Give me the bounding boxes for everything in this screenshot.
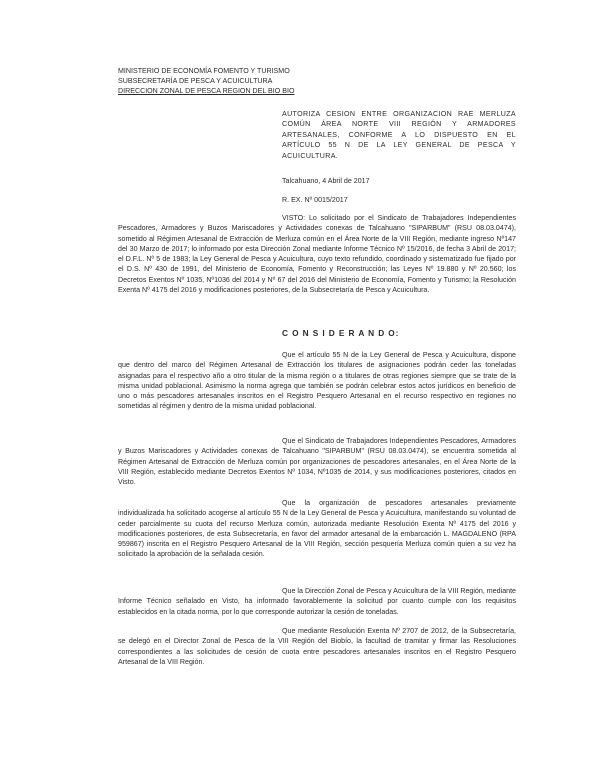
visto-paragraph — [118, 213, 516, 295]
visto-text: VISTO: Lo solicitado por el Sindicato de Trabajadores Independientes Pescadores, Armadores y Buzos Mariscadores y Actividades conexas de Talcahuano "SIPARBUM" (RSU 08.03.0474), sometido al Régimen Artesanal de Extracción de Merluza común en el Área Norte de la VIII Región, mediante ingreso Nº147 del 30 Marzo de 2017; lo informado por esta Dirección Zonal mediante Informe Técnico Nº 15/2016, de fecha 3 Abril de 2017; el D.F.L. Nº 5 de 1983; la Ley General de Pesca y Acuicultura, cuyo texto refundido, coordinado y sistematizado fue fijado por el D.S. Nº 430 de 1991, del Ministerio de Economía, Fomento y Reconstrucción; las Leyes Nº 19.880 y Nº 20.560; los Decretos Exentos Nº 1035, Nº1036 del 2014 y Nº 67 del 2016 del Ministerio de Economía, Fomento y Turismo; la Resolución Exenta Nº 4175 del 2016 y modificaciones posteriores, de la Subsecretaría de Pesca y Acuicultura. — [118, 214, 516, 295]
place-date: Talcahuano, 4 Abril de 2017 — [282, 177, 370, 185]
considerando-paragraph-4 — [118, 586, 516, 617]
paragraph-4-text: Que la Dirección Zonal de Pesca y Acuicultura de la VIII Región, mediante Informe Técnico señalado en Visto, ha informado favorablemente la solicitud por cuanto cumple con los requisitos establecidos en la citada norma, por lo que corresponde autorizar la cesión de toneladas. — [118, 587, 516, 616]
paragraph-1-text: Que el artículo 55 N de la Ley General de Pesca y Acuicultura, dispone que dentro del marco del Régimen Artesanal de Extracción los titulares de asignaciones podrán ceder las toneladas asignadas para el respectivo año a otro titular de la misma región o a titulares de otras regiones siempre que se trate de la misma unidad poblacional. Asimismo la norma agrega que también se podrán celebrar estos actos jurídicos en beneficio de uno o más pescadores artesanales inscritos en el Registro Pesquero Artesanal en el recurso respectivo en regiones no sometidas al régimen y dentro de la misma unidad poblacional. — [118, 351, 516, 411]
considerando-paragraph-2 — [118, 436, 516, 487]
considerando-paragraph-1 — [118, 350, 516, 412]
considerando-paragraph-5 — [118, 626, 516, 667]
resolution-title: AUTORIZA CESION ENTRE ORGANIZACION RAE MERLUZA COMÚN ÁREA NORTE VIII REGIÓN Y ARMADORES ARTESANALES, CONFORME A LO DISPUESTO EN EL ARTÍCULO 55 N DE LA LEY GENERAL DE PESCA Y ACUICULTURA. — [282, 110, 516, 160]
paragraph-2-text: Que el Sindicato de Trabajadores Independientes Pescadores, Armadores y Buzos Mariscadores y Actividades conexas de Talcahuano "SIPARBUM" (RSU 08.03.0474), se encuentra sometida al Régimen Artesanal de Extracción de Merluza común por organizaciones de pescadores artesanales, en el Área Norte de la VIII Región, establecido mediante Decretos Exentos Nº 1034, Nº1035 de 2014, y sus modificaciones posteriores, citados en Visto. — [118, 437, 516, 487]
ministry-line: MINISTERIO DE ECONOMÍA FOMENTO Y TURISMO — [118, 67, 290, 75]
paragraph-5-text: Que mediante Resolución Exenta Nº 2707 de 2012, de la Subsecretaría, se delegó en el Director Zonal de Pesca de la VIII Región del Biobío, la facultad de tramitar y firmar las Resoluciones correspondientes a las solicitudes de cesión de cuota entre pescadores artesanales inscritos en el Registro Pesquero Artesanal de la VIII Región. — [118, 627, 516, 666]
letterhead — [118, 66, 318, 96]
directorate-line: DIRECCION ZONAL DE PESCA REGION DEL BIO BIO — [118, 87, 295, 95]
paragraph-3-text: Que la organización de pescadores artesanales previamente individualizada ha solicitado acogerse al artículo 55 N de la Ley General de Pesca y Acuicultura, manifestando su voluntad de ceder parcialmente su cuota del recurso Merluza común, autorizada mediante Resolución Exenta Nº 4175 del 2016 y modificaciones posteriores, de esta Subsecretaría, en favor del armador artesanal de la embarcación L. MAGDALENO (RPA 959867) inscrita en el Registro Pesquero Artesanal de la VIII Región, sección pesquería Merluza común quien a su vez ha solicitado la aprobación de la señalada cesión. — [118, 499, 516, 559]
considerando-paragraph-3 — [118, 498, 516, 560]
subsecretariat-line: SUBSECRETARÍA DE PESCA Y ACUICULTURA — [118, 77, 273, 85]
considerando-heading: C O N S I D E R A N D O: — [282, 328, 400, 338]
resolution-number: R. EX. Nº 0015/2017 — [282, 196, 348, 204]
